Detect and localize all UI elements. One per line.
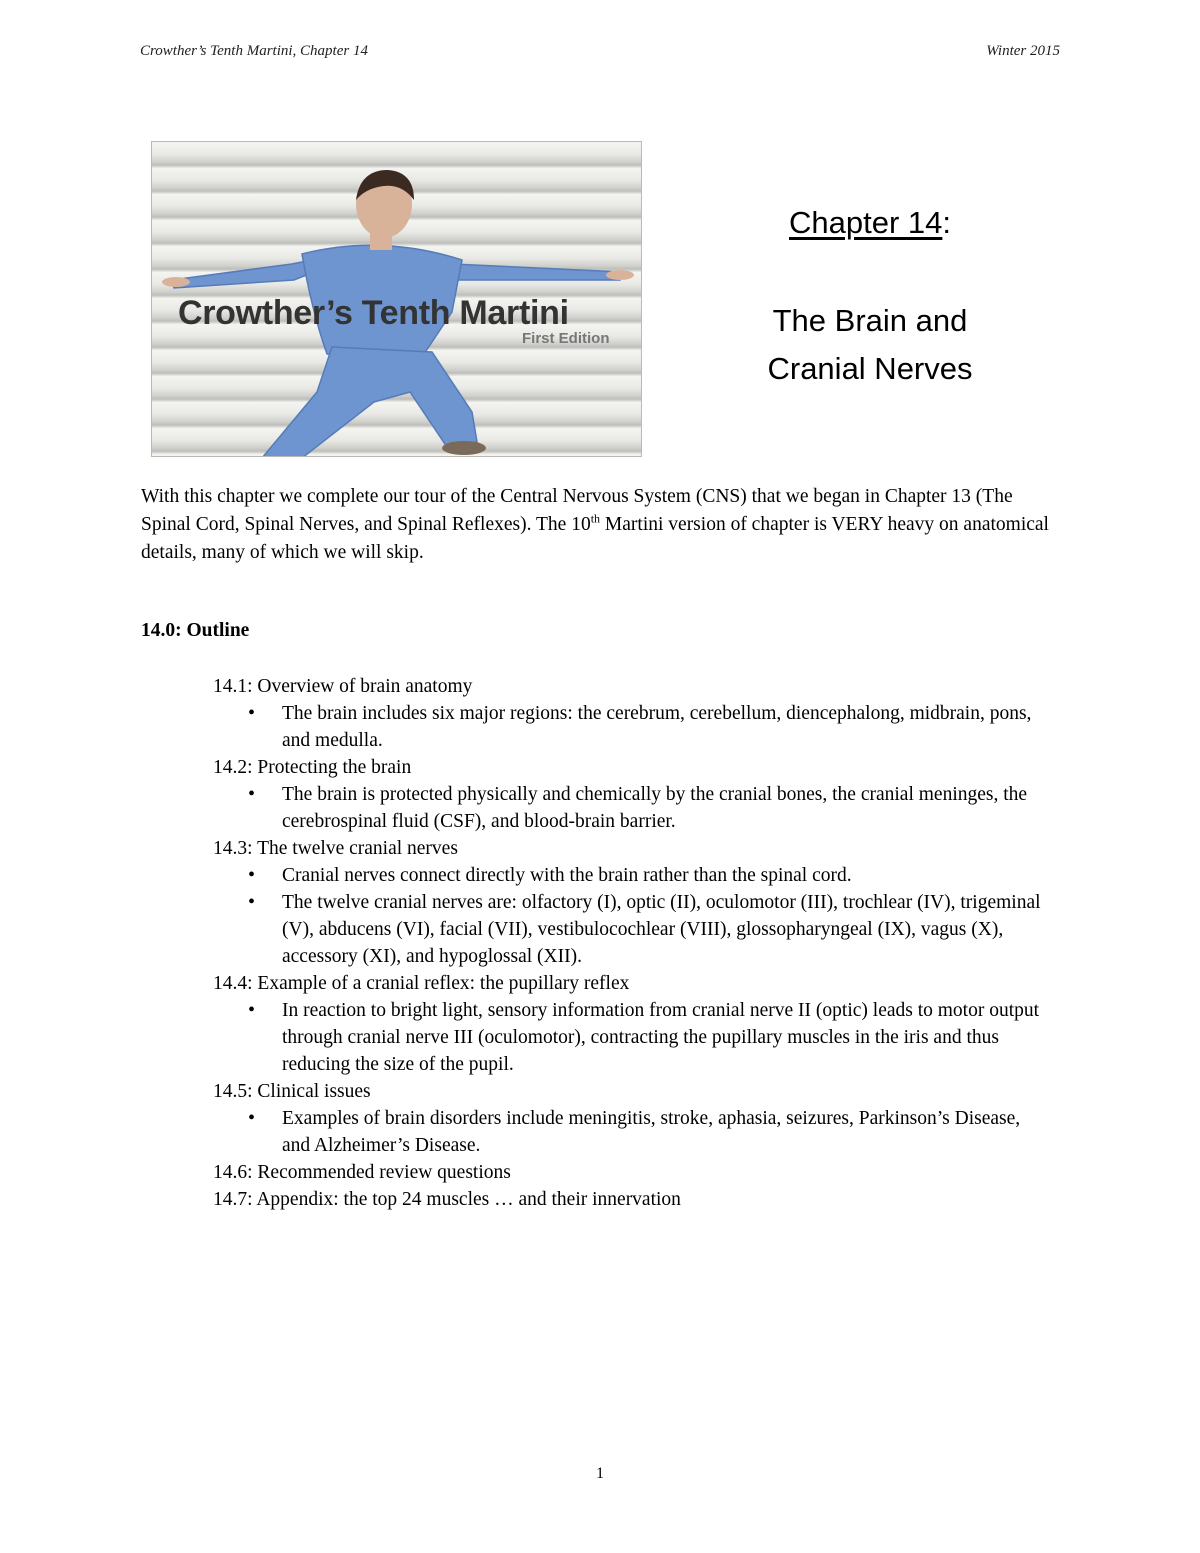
bullet-list <box>213 1105 1053 1159</box>
outline-section <box>213 1186 1053 1213</box>
section-title: 14.6: Recommended review questions <box>213 1162 511 1183</box>
cover-image <box>151 141 642 457</box>
outline-section <box>213 1159 1053 1186</box>
running-header <box>140 43 1060 65</box>
chapter-title-line-2: Cranial Nerves <box>767 351 973 386</box>
page-number: 1 <box>596 1465 604 1482</box>
bullet-item: • Examples of brain disorders include meningitis, stroke, aphasia, seizures, Parkinson’s Disease, and Alzheimer’s Disease. <box>282 1105 1053 1159</box>
cover-title: Crowther’s Tenth Martini <box>178 294 569 332</box>
outline-section <box>213 1078 1053 1159</box>
section-title: 14.1: Overview of brain anatomy <box>213 676 473 697</box>
outline-section <box>213 835 1053 970</box>
outline-section <box>213 970 1053 1078</box>
cover-edition: First Edition <box>522 330 610 347</box>
outline-section <box>213 673 1053 754</box>
bullet-item: • The twelve cranial nerves are: olfactory (I), optic (II), oculomotor (III), trochlear (IV), trigeminal (V), abducens (VI), facial (VII), vestibulocochlear (VIII), glossopharyngeal (IX), vagus (X), accessory (XI), and hypoglossal (XII). <box>282 889 1053 970</box>
section-title: 14.5: Clinical issues <box>213 1081 371 1102</box>
bullet-item: • Cranial nerves connect directly with the brain rather than the spinal cord. <box>282 862 1053 889</box>
section-title: 14.7: Appendix: the top 24 muscles … and their innervation <box>213 1189 681 1210</box>
chapter-colon: : <box>942 205 951 240</box>
intro-superscript: th <box>590 511 601 526</box>
bullet-list <box>213 862 1053 970</box>
intro-paragraph <box>141 483 1051 567</box>
outline-list <box>213 673 1053 1213</box>
outline-section <box>213 754 1053 835</box>
bullet-list <box>213 700 1053 754</box>
bullet-item: • The brain includes six major regions: the cerebrum, cerebellum, diencephalong, midbrain, pons, and medulla. <box>282 700 1053 754</box>
section-title: 14.4: Example of a cranial reflex: the pupillary reflex <box>213 973 630 994</box>
chapter-label: Chapter 14 <box>788 205 943 240</box>
bullet-list <box>213 781 1053 835</box>
outline-heading: 14.0: Outline <box>141 620 250 641</box>
header-left-text: Crowther’s Tenth Martini, Chapter 14 <box>140 43 368 59</box>
intro-text-part-1: With this chapter we complete our tour of the Central Nervous System (CNS) that we began in Chapter 13 (The Spinal Cord, Spinal Nerves, and Spinal Reflexes). The 10 <box>141 486 1013 535</box>
chapter-title <box>720 297 1020 393</box>
bullet-item: • In reaction to bright light, sensory information from cranial nerve II (optic) leads to motor output through cranial nerve III (oculomotor), contracting the pupillary muscles in the iris and thus reducing the size of the pupil. <box>282 997 1053 1078</box>
section-title: 14.2: Protecting the brain <box>213 757 412 778</box>
chapter-title-line-1: The Brain and <box>772 303 968 338</box>
bullet-item: • The brain is protected physically and chemically by the cranial bones, the cranial meninges, the cerebrospinal fluid (CSF), and blood-brain barrier. <box>282 781 1053 835</box>
section-title: 14.3: The twelve cranial nerves <box>213 838 458 859</box>
chapter-heading <box>720 205 1020 393</box>
bullet-list <box>213 997 1053 1078</box>
header-right-text: Winter 2015 <box>986 43 1060 59</box>
intro-text-part-2: Martini version of chapter is VERY heavy on anatomical details, many of which we will skip. <box>141 514 1049 563</box>
